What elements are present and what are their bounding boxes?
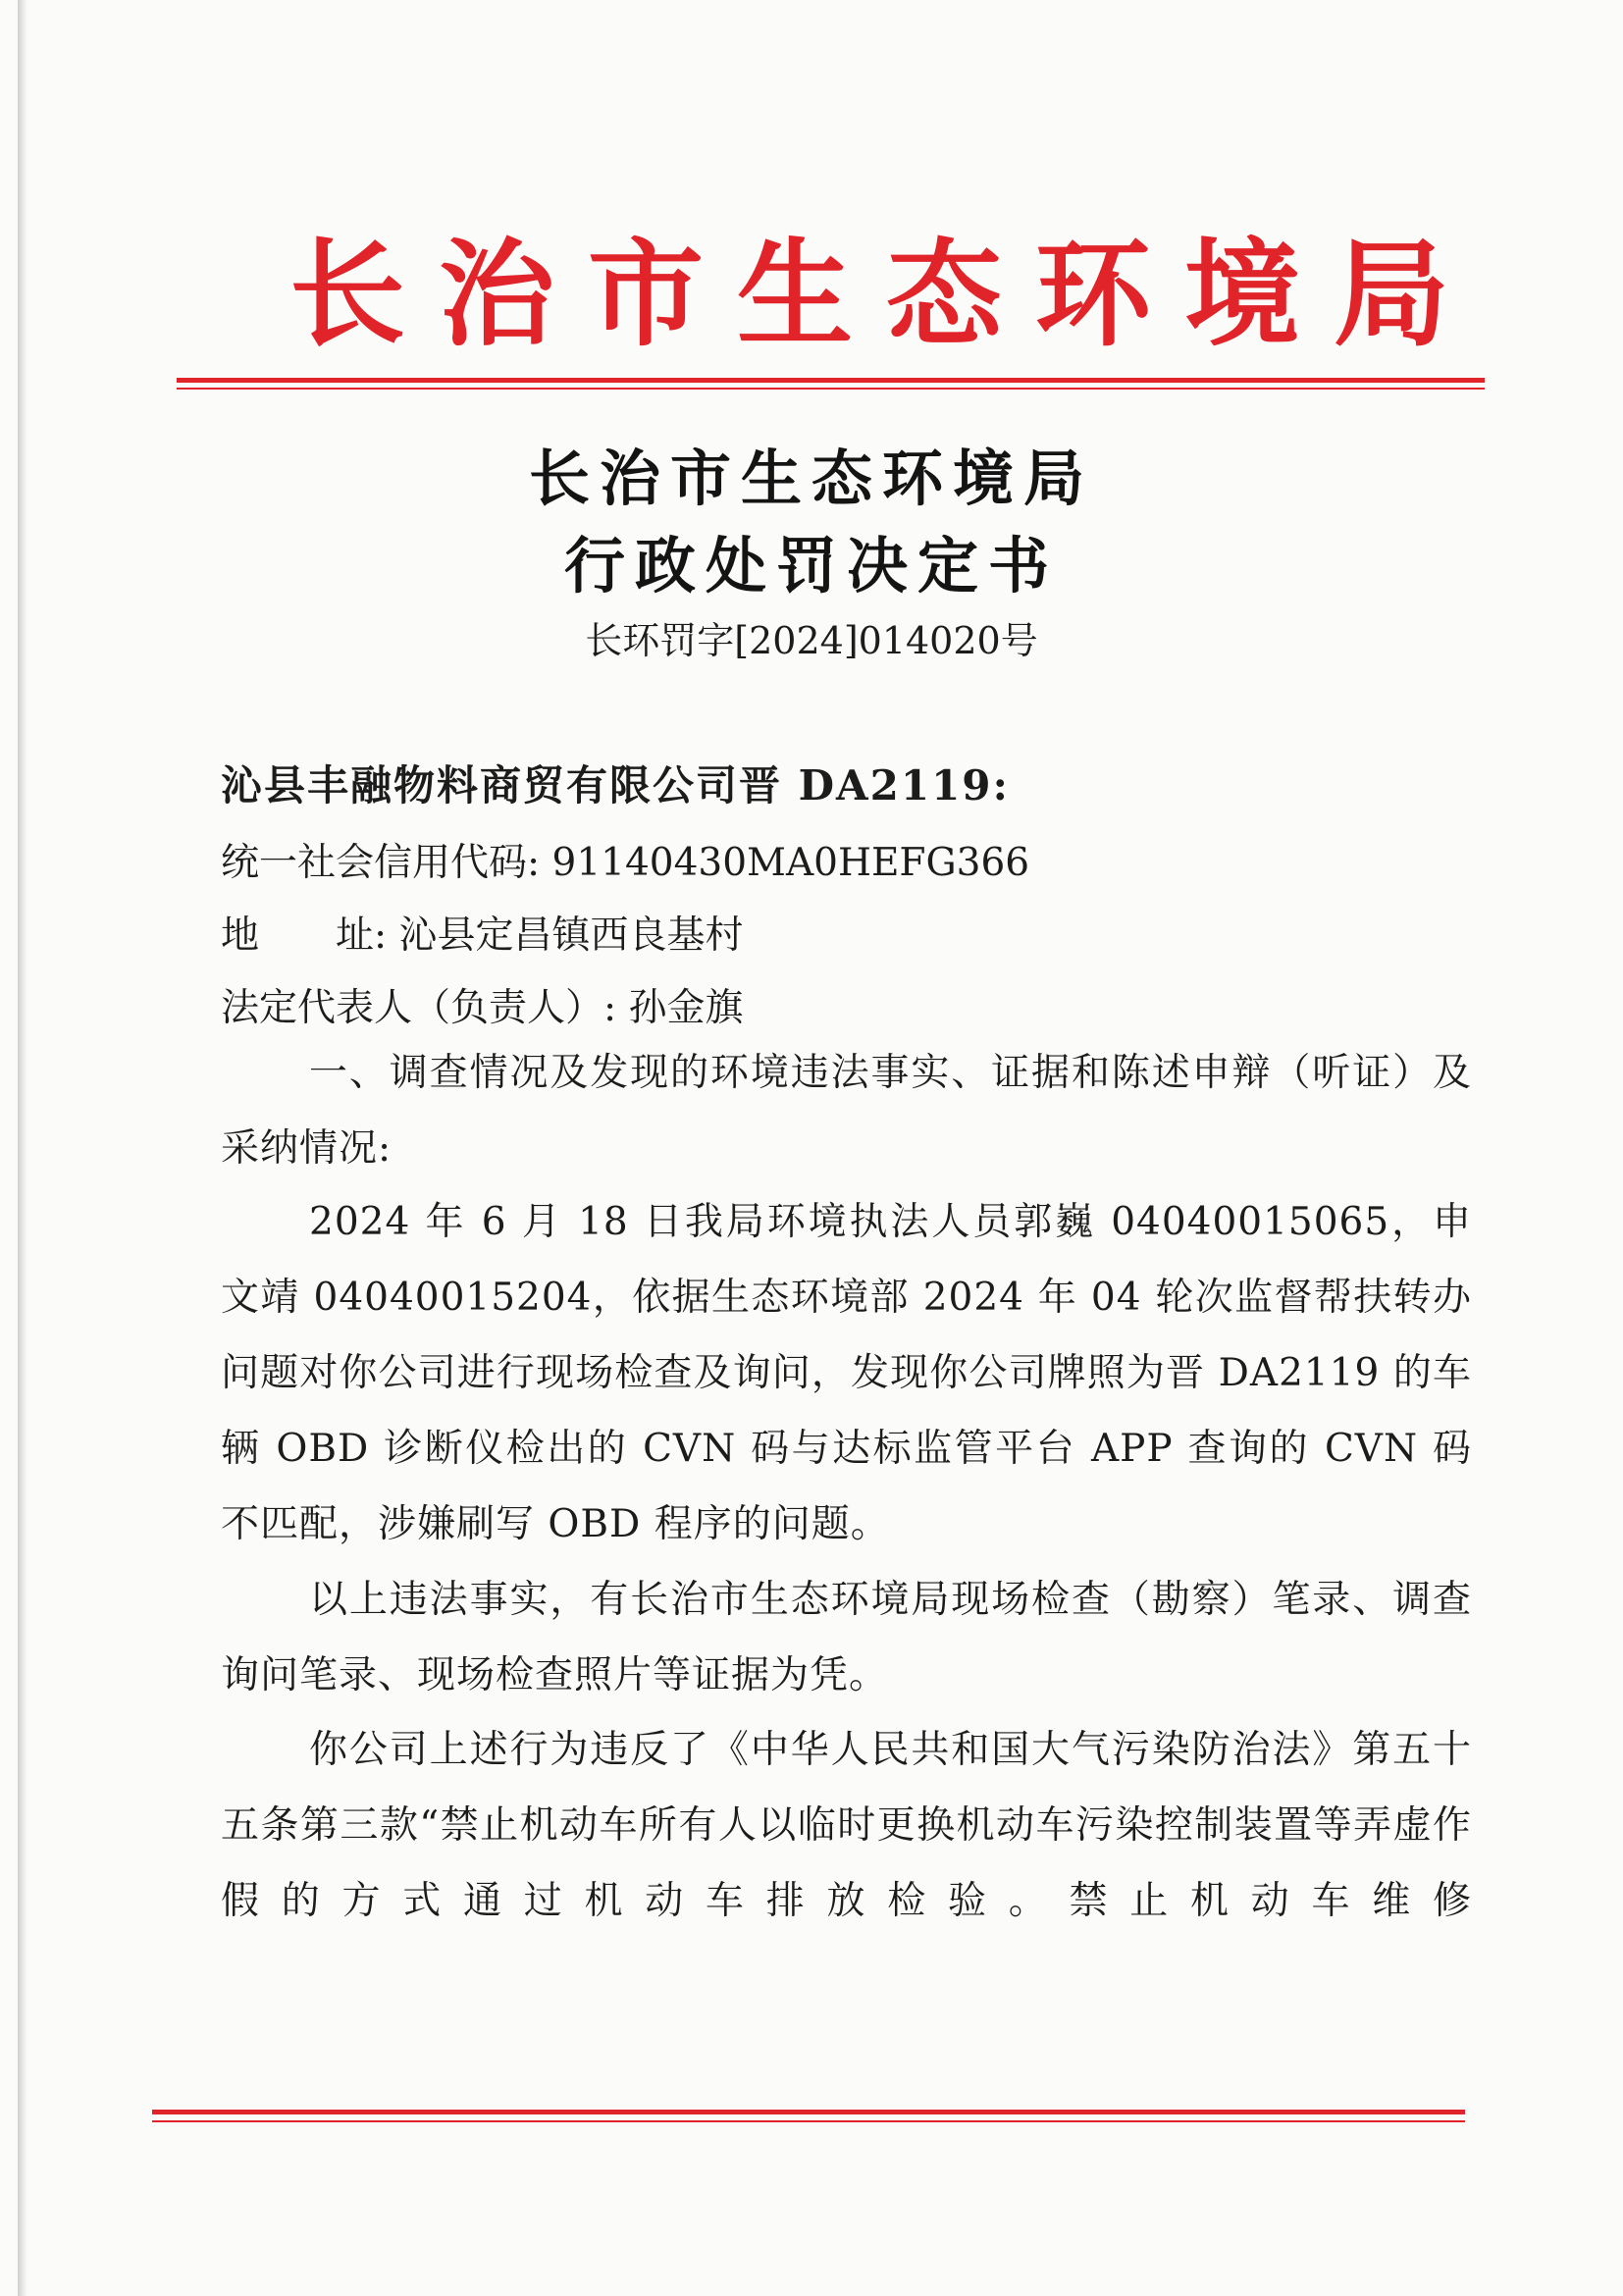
page-title-line2: 行政处罚决定书 <box>563 530 1059 601</box>
page-title-line1: 长治市生态环境局 <box>528 443 1094 514</box>
letterhead-rule-bottom <box>177 388 1485 390</box>
legal-representative-line: 法定代表人（负责人）: 孙金旗 <box>221 986 744 1030</box>
credit-code-line: 统一社会信用代码: 91140430MA0HEFG366 <box>221 841 1030 885</box>
letterhead-org-name: 长治市生态环境局 <box>289 226 1484 362</box>
paragraph-evidence: 以上违法事实，有长治市生态环境局现场检查（勘察）笔录、调查询问笔录、现场检查照片等证据为凭。 <box>221 1578 1472 1697</box>
paragraph-investigation-facts: 2024 年 6 月 18 日我局环境执法人员郭巍 04040015065，申文靖 04040015204，依据生态环境部 2024 年 04 轮次监督帮扶转办问题对你公司进行现场检查及询问，发现你公司牌照为晋 DA2119 的车辆 OBD 诊断仪检出的 CVN 码与达标监管平台 APP 查询的 CVN 码不匹配，涉嫌刷写 OBD 程序的问题。 <box>221 1200 1472 1546</box>
footer-rule-top <box>152 2110 1465 2114</box>
footer-rule-bottom <box>152 2120 1465 2122</box>
document-number: 长环罚字[2024]014020号 <box>585 619 1038 662</box>
address-label: 地 址: <box>221 913 388 958</box>
scan-edge-shadow <box>18 0 27 2296</box>
recipient-name: 沁县丰融物料商贸有限公司晋 DA2119: <box>221 761 1011 809</box>
address-line <box>221 905 744 960</box>
paragraph-legal-violation: 你公司上述行为违反了《中华人民共和国大气污染防治法》第五十五条第三款“禁止机动车所有人以临时更换机动车污染控制装置等弄虚作假的方式通过机动车排放检验。禁止机动车维修 <box>221 1728 1472 1923</box>
section1-heading: 一、调查情况及发现的环境违法事实、证据和陈述申辩（听证）及采纳情况: <box>221 1051 1472 1171</box>
address-value: 沁县定昌镇西良基村 <box>398 913 744 958</box>
letterhead-rule-top <box>177 378 1485 383</box>
